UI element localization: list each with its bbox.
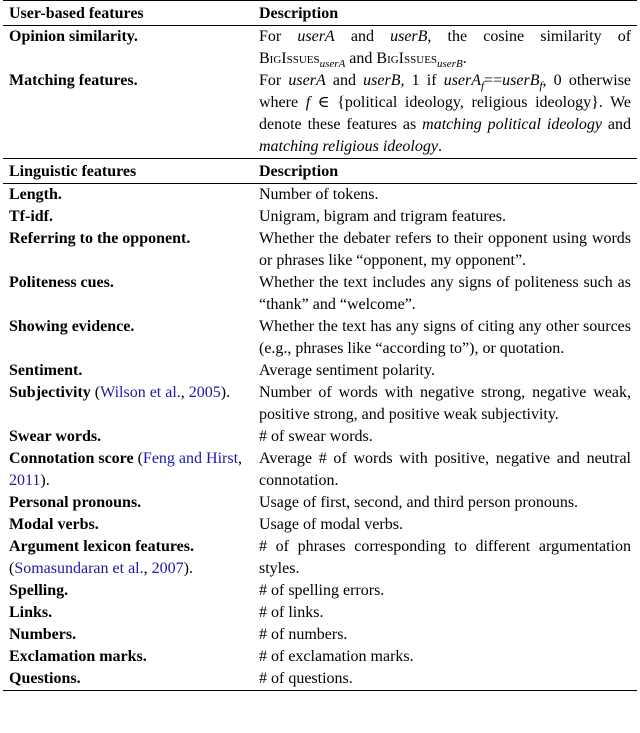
feature-description: Average # of words with positive, negative and neutral connotation. bbox=[259, 450, 631, 489]
feature-name-cell bbox=[3, 492, 253, 514]
feature-name: Referring to the opponent. bbox=[9, 230, 191, 247]
citation-punct: ( bbox=[133, 450, 143, 467]
citation-punct: , bbox=[238, 450, 243, 467]
text-fragment: . bbox=[437, 138, 442, 155]
math-userA: userA bbox=[443, 72, 482, 89]
citation-punct: , bbox=[180, 384, 189, 401]
feature-name: Modal verbs. bbox=[9, 516, 99, 533]
feature-name-cell bbox=[3, 228, 253, 272]
feature-description: Average sentiment polarity. bbox=[259, 362, 435, 379]
subscript: userB bbox=[437, 58, 463, 71]
user-header-row bbox=[3, 1, 637, 26]
linguistic-rows bbox=[3, 184, 637, 691]
table-row bbox=[3, 70, 637, 159]
citation-punct: ( bbox=[9, 560, 15, 577]
ling-header-row bbox=[3, 159, 637, 184]
feature-description: Whether the text includes any signs of politeness such as “thank” and “welcome”. bbox=[259, 274, 631, 313]
math-userA: userA bbox=[297, 28, 335, 45]
text-fragment: For bbox=[259, 28, 282, 45]
feature-name-cell bbox=[3, 316, 253, 360]
citation-link[interactable]: Somasundaran et al. bbox=[14, 560, 144, 577]
feature-description: # of spelling errors. bbox=[259, 582, 385, 599]
feature-description: Number of words with negative strong, negative weak, positive strong, and positive weak subjectivity. bbox=[259, 384, 631, 423]
text-fragment: , the cosine similarity of bbox=[427, 28, 632, 45]
feature-name: Swear words. bbox=[9, 428, 102, 445]
citation-link[interactable]: Wilson et al. bbox=[100, 384, 181, 401]
subscript: userA bbox=[319, 58, 346, 71]
text-fragment: and bbox=[607, 116, 632, 133]
feature-description: Number of tokens. bbox=[259, 186, 379, 203]
table-row bbox=[3, 272, 637, 316]
text-fragment: and bbox=[332, 72, 356, 89]
ling-header-col1: Linguistic features bbox=[3, 159, 253, 184]
text-fragment: == bbox=[484, 72, 503, 89]
table-row bbox=[3, 206, 637, 228]
text-fragment: For bbox=[259, 72, 282, 89]
table-row bbox=[3, 514, 637, 536]
ling-header-col2: Description bbox=[253, 159, 637, 184]
feature-description: Usage of first, second, and third person pronouns. bbox=[259, 494, 579, 511]
citation-link[interactable]: 2007 bbox=[151, 560, 184, 577]
feature-name: Argument lexicon features. bbox=[9, 538, 194, 555]
feature-name-cell bbox=[3, 206, 253, 228]
citation-punct: ). bbox=[40, 472, 50, 489]
table-row bbox=[3, 492, 637, 514]
feature-name: Personal pronouns. bbox=[9, 494, 142, 511]
feature-name: Matching features. bbox=[9, 72, 138, 89]
citation-link[interactable]: 2005 bbox=[188, 384, 221, 401]
feature-description: Whether the text has any signs of citing any other sources (e.g., phrases like “according to”), or quotation. bbox=[259, 318, 631, 357]
feature-description: # of links. bbox=[259, 604, 324, 621]
bigissues-term: BigIssues bbox=[259, 50, 320, 67]
citation-punct: , bbox=[143, 560, 152, 577]
feature-name: Sentiment. bbox=[9, 362, 83, 379]
math-userB: userB bbox=[363, 72, 401, 89]
feature-name-cell bbox=[3, 580, 253, 602]
text-fragment: , 1 if bbox=[400, 72, 437, 89]
citation-link[interactable]: Feng and Hirst bbox=[142, 450, 239, 467]
feature-name: Exclamation marks. bbox=[9, 648, 147, 665]
table-row bbox=[3, 316, 637, 360]
table-row bbox=[3, 26, 637, 71]
term-matching-political: matching political ideology bbox=[422, 116, 602, 133]
feature-name: Questions. bbox=[9, 670, 81, 687]
text-fragment: and bbox=[350, 28, 374, 45]
table-row bbox=[3, 426, 637, 448]
feature-name-cell bbox=[3, 360, 253, 382]
feature-name-cell bbox=[3, 646, 253, 668]
feature-description bbox=[253, 70, 637, 159]
table-row bbox=[3, 580, 637, 602]
feature-name-cell bbox=[3, 382, 253, 426]
feature-description: # of numbers. bbox=[259, 626, 348, 643]
feature-name: Subjectivity bbox=[9, 384, 91, 401]
user-header-col1: User-based features bbox=[3, 1, 253, 26]
feature-name-cell bbox=[3, 536, 253, 580]
citation-link[interactable]: 2011 bbox=[9, 472, 41, 489]
feature-description: Whether the debater refers to their opponent using words or phrases like “opponent, my opponent”. bbox=[259, 230, 631, 269]
table-row bbox=[3, 184, 637, 207]
table-row bbox=[3, 646, 637, 668]
table-row bbox=[3, 602, 637, 624]
feature-name-cell bbox=[3, 184, 253, 207]
feature-description: Unigram, bigram and trigram features. bbox=[259, 208, 507, 225]
table-row bbox=[3, 668, 637, 691]
table-row bbox=[3, 536, 637, 580]
user-header-col2: Description bbox=[253, 1, 637, 26]
feature-name: Links. bbox=[9, 604, 53, 621]
feature-description: # of phrases corresponding to different argumentation styles. bbox=[259, 538, 631, 577]
table-row bbox=[3, 360, 637, 382]
text-fragment: , 0 otherwise where bbox=[259, 72, 632, 111]
table-row bbox=[3, 448, 637, 492]
subscript: f bbox=[481, 80, 485, 93]
feature-name: Length. bbox=[9, 186, 62, 203]
math-userA: userA bbox=[288, 72, 326, 89]
feature-name-cell bbox=[3, 514, 253, 536]
feature-name: Tf-idf. bbox=[9, 208, 53, 225]
feature-description: # of exclamation marks. bbox=[259, 648, 414, 665]
feature-description: # of questions. bbox=[253, 668, 637, 691]
feature-description: # of swear words. bbox=[259, 428, 373, 445]
feature-table bbox=[3, 0, 637, 691]
math-userB: userB bbox=[502, 72, 540, 89]
math-userB: userB bbox=[390, 28, 428, 45]
text-fragment: ∈ {political ideology, religious ideology}. We denote these features as bbox=[259, 94, 632, 133]
feature-name: Showing evidence. bbox=[9, 318, 135, 335]
bigissues-term: BigIssues bbox=[376, 50, 438, 67]
math-f: f bbox=[305, 94, 311, 111]
citation-punct: ). bbox=[183, 560, 193, 577]
feature-name-cell bbox=[3, 426, 253, 448]
feature-name: Numbers. bbox=[9, 626, 77, 643]
feature-name-cell bbox=[3, 272, 253, 316]
citation-punct: ). bbox=[220, 384, 231, 401]
feature-name-cell bbox=[3, 624, 253, 646]
text-fragment: and bbox=[349, 50, 373, 67]
feature-name: Spelling. bbox=[9, 582, 69, 599]
feature-description bbox=[253, 26, 637, 71]
subscript: f bbox=[539, 80, 543, 93]
feature-name: Connotation score bbox=[9, 450, 134, 467]
feature-description: Usage of modal verbs. bbox=[259, 516, 403, 533]
table-row bbox=[3, 382, 637, 426]
feature-name-cell bbox=[3, 448, 253, 492]
text-fragment: . bbox=[462, 50, 467, 67]
table-row bbox=[3, 228, 637, 272]
table-row bbox=[3, 624, 637, 646]
citation-punct: ( bbox=[90, 384, 101, 401]
term-matching-religious: matching religious ideology bbox=[259, 138, 438, 155]
feature-name: Opinion similarity. bbox=[9, 28, 138, 45]
feature-name: Politeness cues. bbox=[9, 274, 114, 291]
feature-name-cell bbox=[3, 602, 253, 624]
feature-name-cell bbox=[3, 668, 253, 691]
